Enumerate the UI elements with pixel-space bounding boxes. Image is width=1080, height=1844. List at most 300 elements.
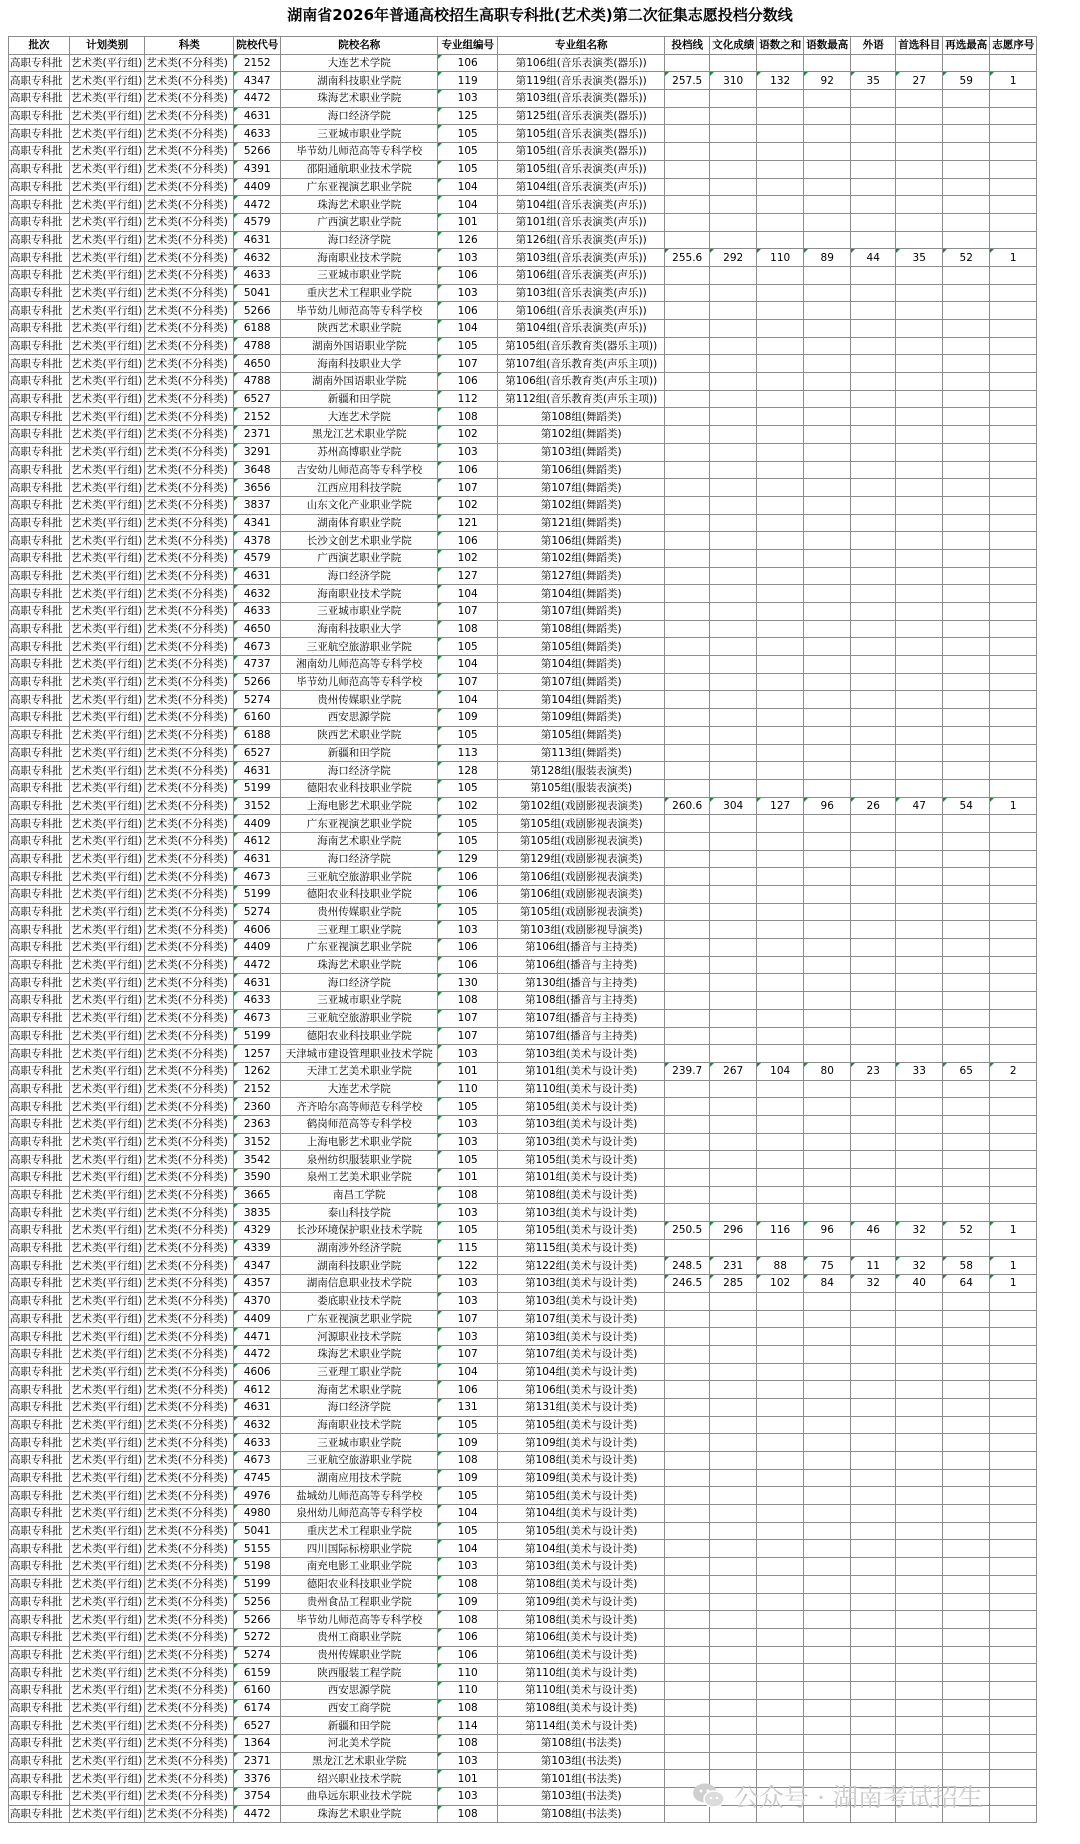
group-code-cell: 105 (438, 1098, 498, 1116)
batch-cell: 高职专科批 (9, 1699, 70, 1717)
category-cell: 艺术类(不分科类) (145, 249, 234, 267)
table-row (9, 1699, 1037, 1717)
group-code-cell: 105 (438, 143, 498, 161)
culture-score-cell: 292 (710, 249, 757, 267)
second-max-cell (943, 1452, 990, 1470)
plan-cell: 艺术类(平行组) (70, 426, 145, 444)
school-name-cell: 毕节幼儿师范高等专科学校 (281, 302, 438, 320)
group-code-cell: 107 (438, 603, 498, 621)
foreign-language-cell (851, 585, 896, 603)
category-cell: 艺术类(不分科类) (145, 815, 234, 833)
group-code-cell: 103 (438, 921, 498, 939)
preference-order-cell (990, 585, 1037, 603)
second-max-cell (943, 549, 990, 567)
culture-score-cell (710, 1363, 757, 1381)
foreign-language-cell (851, 1186, 896, 1204)
score-table (8, 36, 1037, 1823)
preference-order-cell: 2 (990, 1062, 1037, 1080)
school-code-cell: 5274 (234, 903, 281, 921)
cutoff-score-cell (665, 532, 710, 550)
chinese-math-sum-cell (757, 868, 804, 886)
foreign-language-cell (851, 1115, 896, 1133)
school-code-cell: 5199 (234, 1027, 281, 1045)
group-name-cell: 第103组(戏剧影视导演类) (498, 921, 665, 939)
chinese-math-sum-cell (757, 1045, 804, 1063)
school-name-cell: 广东亚视演艺职业学院 (281, 815, 438, 833)
cutoff-score-cell (665, 1558, 710, 1576)
category-cell: 艺术类(不分科类) (145, 1275, 234, 1293)
school-name-cell: 广西演艺职业学院 (281, 213, 438, 231)
table-row (9, 1717, 1037, 1735)
group-code-cell: 106 (438, 373, 498, 391)
table-row (9, 496, 1037, 514)
cutoff-score-cell (665, 1328, 710, 1346)
first-subject-cell (896, 832, 943, 850)
cutoff-score-cell (665, 1664, 710, 1682)
cutoff-score-cell (665, 815, 710, 833)
group-name-cell: 第101组(音乐表演类(声乐)) (498, 213, 665, 231)
table-row (9, 1522, 1037, 1540)
category-cell: 艺术类(不分科类) (145, 1505, 234, 1523)
table-row (9, 1275, 1037, 1293)
first-subject-cell (896, 1115, 943, 1133)
foreign-language-cell (851, 1717, 896, 1735)
category-cell: 艺术类(不分科类) (145, 1062, 234, 1080)
culture-score-cell (710, 762, 757, 780)
chinese-math-max-cell: 96 (804, 1222, 851, 1240)
category-cell: 艺术类(不分科类) (145, 1345, 234, 1363)
culture-score-cell (710, 461, 757, 479)
group-name-cell: 第106组(音乐表演类(器乐)) (498, 54, 665, 72)
chinese-math-max-cell (804, 1345, 851, 1363)
culture-score-cell (710, 939, 757, 957)
second-max-cell (943, 744, 990, 762)
table-row (9, 1222, 1037, 1240)
chinese-math-max-cell (804, 567, 851, 585)
plan-cell: 艺术类(平行组) (70, 1045, 145, 1063)
batch-cell: 高职专科批 (9, 903, 70, 921)
first-subject-cell (896, 1292, 943, 1310)
chinese-math-sum-cell (757, 337, 804, 355)
col-header: 投档线 (665, 37, 710, 55)
preference-order-cell (990, 1699, 1037, 1717)
chinese-math-max-cell (804, 1540, 851, 1558)
preference-order-cell (990, 691, 1037, 709)
group-name-cell: 第105组(美术与设计类) (498, 1151, 665, 1169)
chinese-math-sum-cell (757, 1699, 804, 1717)
chinese-math-max-cell (804, 1239, 851, 1257)
category-cell: 艺术类(不分科类) (145, 196, 234, 214)
batch-cell: 高职专科批 (9, 992, 70, 1010)
chinese-math-sum-cell (757, 709, 804, 727)
school-code-cell: 3590 (234, 1169, 281, 1187)
batch-cell: 高职专科批 (9, 779, 70, 797)
category-cell: 艺术类(不分科类) (145, 178, 234, 196)
cutoff-score-cell (665, 1009, 710, 1027)
cutoff-score-cell (665, 762, 710, 780)
category-cell: 艺术类(不分科类) (145, 1328, 234, 1346)
table-row (9, 532, 1037, 550)
plan-cell: 艺术类(平行组) (70, 125, 145, 143)
plan-cell: 艺术类(平行组) (70, 1151, 145, 1169)
cutoff-score-cell (665, 496, 710, 514)
culture-score-cell (710, 302, 757, 320)
school-name-cell: 曲阜远东职业技术学院 (281, 1788, 438, 1806)
category-cell: 艺术类(不分科类) (145, 797, 234, 815)
cutoff-score-cell (665, 1080, 710, 1098)
foreign-language-cell (851, 762, 896, 780)
foreign-language-cell: 32 (851, 1275, 896, 1293)
preference-order-cell (990, 656, 1037, 674)
group-code-cell: 106 (438, 1646, 498, 1664)
preference-order-cell (990, 1805, 1037, 1823)
plan-cell: 艺术类(平行组) (70, 992, 145, 1010)
category-cell: 艺术类(不分科类) (145, 1169, 234, 1187)
first-subject-cell (896, 1540, 943, 1558)
batch-cell: 高职专科批 (9, 249, 70, 267)
table-row (9, 620, 1037, 638)
table-row (9, 709, 1037, 727)
plan-cell: 艺术类(平行组) (70, 355, 145, 373)
second-max-cell (943, 1487, 990, 1505)
group-name-cell: 第104组(舞蹈类) (498, 691, 665, 709)
first-subject-cell (896, 373, 943, 391)
group-name-cell: 第106组(戏剧影视表演类) (498, 868, 665, 886)
foreign-language-cell (851, 992, 896, 1010)
culture-score-cell (710, 1009, 757, 1027)
batch-cell: 高职专科批 (9, 673, 70, 691)
category-cell: 艺术类(不分科类) (145, 921, 234, 939)
school-name-cell: 四川国际标榜职业学院 (281, 1540, 438, 1558)
second-max-cell (943, 1628, 990, 1646)
group-name-cell: 第109组(美术与设计类) (498, 1434, 665, 1452)
culture-score-cell (710, 1169, 757, 1187)
category-cell: 艺术类(不分科类) (145, 567, 234, 585)
chinese-math-max-cell (804, 479, 851, 497)
plan-cell: 艺术类(平行组) (70, 673, 145, 691)
group-name-cell: 第101组(美术与设计类) (498, 1169, 665, 1187)
cutoff-score-cell (665, 390, 710, 408)
chinese-math-max-cell (804, 1646, 851, 1664)
cutoff-score-cell (665, 1540, 710, 1558)
school-code-cell: 4745 (234, 1469, 281, 1487)
table-row (9, 125, 1037, 143)
group-code-cell: 108 (438, 1735, 498, 1753)
table-row (9, 72, 1037, 90)
first-subject-cell (896, 939, 943, 957)
category-cell: 艺术类(不分科类) (145, 1628, 234, 1646)
foreign-language-cell (851, 921, 896, 939)
table-row (9, 549, 1037, 567)
group-code-cell: 103 (438, 1133, 498, 1151)
first-subject-cell (896, 355, 943, 373)
culture-score-cell (710, 1628, 757, 1646)
batch-cell: 高职专科批 (9, 390, 70, 408)
plan-cell: 艺术类(平行组) (70, 302, 145, 320)
culture-score-cell (710, 1664, 757, 1682)
preference-order-cell (990, 426, 1037, 444)
batch-cell: 高职专科批 (9, 1452, 70, 1470)
preference-order-cell: 1 (990, 1275, 1037, 1293)
category-cell: 艺术类(不分科类) (145, 603, 234, 621)
category-cell: 艺术类(不分科类) (145, 125, 234, 143)
group-name-cell: 第106组(美术与设计类) (498, 1381, 665, 1399)
chinese-math-max-cell (804, 107, 851, 125)
plan-cell: 艺术类(平行组) (70, 638, 145, 656)
group-code-cell: 108 (438, 992, 498, 1010)
chinese-math-max-cell (804, 443, 851, 461)
category-cell: 艺术类(不分科类) (145, 1257, 234, 1275)
category-cell: 艺术类(不分科类) (145, 850, 234, 868)
foreign-language-cell (851, 673, 896, 691)
school-name-cell: 德阳农业科技职业学院 (281, 1575, 438, 1593)
group-code-cell: 108 (438, 408, 498, 426)
school-name-cell: 上海电影艺术职业学院 (281, 797, 438, 815)
col-header: 语数最高 (804, 37, 851, 55)
batch-cell: 高职专科批 (9, 1434, 70, 1452)
group-code-cell: 102 (438, 426, 498, 444)
school-name-cell: 毕节幼儿师范高等专科学校 (281, 673, 438, 691)
culture-score-cell (710, 1575, 757, 1593)
group-name-cell: 第106组(美术与设计类) (498, 1646, 665, 1664)
school-name-cell: 海口经济学院 (281, 1398, 438, 1416)
culture-score-cell (710, 956, 757, 974)
preference-order-cell (990, 1469, 1037, 1487)
first-subject-cell (896, 691, 943, 709)
table-row (9, 1098, 1037, 1116)
cutoff-score-cell (665, 143, 710, 161)
chinese-math-sum-cell (757, 125, 804, 143)
first-subject-cell (896, 992, 943, 1010)
chinese-math-max-cell (804, 992, 851, 1010)
first-subject-cell (896, 779, 943, 797)
group-name-cell: 第103组(书法类) (498, 1752, 665, 1770)
category-cell: 艺术类(不分科类) (145, 1664, 234, 1682)
plan-cell: 艺术类(平行组) (70, 1363, 145, 1381)
chinese-math-sum-cell (757, 1398, 804, 1416)
foreign-language-cell (851, 1151, 896, 1169)
table-row (9, 1186, 1037, 1204)
school-code-cell: 4633 (234, 603, 281, 621)
cutoff-score-cell (665, 1752, 710, 1770)
culture-score-cell (710, 1345, 757, 1363)
category-cell: 艺术类(不分科类) (145, 1681, 234, 1699)
first-subject-cell (896, 815, 943, 833)
group-name-cell: 第105组(美术与设计类) (498, 1487, 665, 1505)
group-name-cell: 第107组(美术与设计类) (498, 1345, 665, 1363)
batch-cell: 高职专科批 (9, 549, 70, 567)
second-max-cell (943, 514, 990, 532)
culture-score-cell (710, 974, 757, 992)
plan-cell: 艺术类(平行组) (70, 284, 145, 302)
second-max-cell (943, 143, 990, 161)
plan-cell: 艺术类(平行组) (70, 1204, 145, 1222)
second-max-cell: 54 (943, 797, 990, 815)
school-code-cell: 4341 (234, 514, 281, 532)
culture-score-cell: 231 (710, 1257, 757, 1275)
first-subject-cell (896, 1664, 943, 1682)
category-cell: 艺术类(不分科类) (145, 1752, 234, 1770)
plan-cell: 艺术类(平行组) (70, 1611, 145, 1629)
school-code-cell: 2363 (234, 1115, 281, 1133)
batch-cell: 高职专科批 (9, 72, 70, 90)
chinese-math-sum-cell (757, 1558, 804, 1576)
table-body (9, 54, 1037, 1823)
table-row (9, 1611, 1037, 1629)
cutoff-score-cell (665, 603, 710, 621)
preference-order-cell: 1 (990, 797, 1037, 815)
preference-order-cell (990, 1628, 1037, 1646)
school-name-cell: 湖南涉外经济学院 (281, 1239, 438, 1257)
foreign-language-cell (851, 337, 896, 355)
school-code-cell: 4579 (234, 549, 281, 567)
table-row (9, 921, 1037, 939)
cutoff-score-cell (665, 974, 710, 992)
group-code-cell: 103 (438, 443, 498, 461)
chinese-math-sum-cell: 88 (757, 1257, 804, 1275)
culture-score-cell (710, 691, 757, 709)
table-row (9, 726, 1037, 744)
batch-cell: 高职专科批 (9, 160, 70, 178)
chinese-math-max-cell (804, 1452, 851, 1470)
second-max-cell (943, 567, 990, 585)
batch-cell: 高职专科批 (9, 1133, 70, 1151)
preference-order-cell (990, 1115, 1037, 1133)
cutoff-score-cell (665, 266, 710, 284)
cutoff-score-cell (665, 1292, 710, 1310)
preference-order-cell (990, 832, 1037, 850)
cutoff-score-cell (665, 779, 710, 797)
chinese-math-max-cell (804, 1575, 851, 1593)
table-row (9, 1345, 1037, 1363)
preference-order-cell (990, 284, 1037, 302)
chinese-math-max-cell (804, 514, 851, 532)
school-name-cell: 三亚城市职业学院 (281, 125, 438, 143)
school-code-cell: 4631 (234, 231, 281, 249)
school-name-cell: 贵州食品工程职业学院 (281, 1593, 438, 1611)
first-subject-cell (896, 196, 943, 214)
group-name-cell: 第106组(音乐教育类(声乐主项)) (498, 373, 665, 391)
batch-cell: 高职专科批 (9, 1062, 70, 1080)
chinese-math-max-cell (804, 178, 851, 196)
group-code-cell: 104 (438, 1363, 498, 1381)
chinese-math-max-cell (804, 302, 851, 320)
group-code-cell: 107 (438, 1310, 498, 1328)
group-name-cell: 第106组(音乐表演类(声乐)) (498, 302, 665, 320)
group-name-cell: 第102组(戏剧影视表演类) (498, 797, 665, 815)
group-name-cell: 第103组(美术与设计类) (498, 1045, 665, 1063)
group-code-cell: 122 (438, 1257, 498, 1275)
table-row (9, 514, 1037, 532)
category-cell: 艺术类(不分科类) (145, 143, 234, 161)
chinese-math-max-cell (804, 709, 851, 727)
batch-cell: 高职专科批 (9, 1646, 70, 1664)
foreign-language-cell (851, 1628, 896, 1646)
table-row (9, 1080, 1037, 1098)
table-row (9, 1169, 1037, 1187)
group-code-cell: 108 (438, 1452, 498, 1470)
foreign-language-cell (851, 1522, 896, 1540)
group-code-cell: 108 (438, 1186, 498, 1204)
group-code-cell: 107 (438, 1027, 498, 1045)
first-subject-cell (896, 532, 943, 550)
school-name-cell: 大连艺术学院 (281, 408, 438, 426)
school-name-cell: 珠海艺术职业学院 (281, 196, 438, 214)
table-row (9, 815, 1037, 833)
col-header: 专业组编号 (438, 37, 498, 55)
batch-cell: 高职专科批 (9, 1381, 70, 1399)
second-max-cell (943, 1681, 990, 1699)
preference-order-cell (990, 1717, 1037, 1735)
school-code-cell: 2152 (234, 408, 281, 426)
group-name-cell: 第103组(舞蹈类) (498, 443, 665, 461)
preference-order-cell (990, 815, 1037, 833)
school-code-cell: 4633 (234, 266, 281, 284)
group-code-cell: 105 (438, 160, 498, 178)
batch-cell: 高职专科批 (9, 1805, 70, 1823)
group-name-cell: 第107组(舞蹈类) (498, 673, 665, 691)
plan-cell: 艺术类(平行组) (70, 1080, 145, 1098)
group-name-cell: 第103组(美术与设计类) (498, 1115, 665, 1133)
group-code-cell: 129 (438, 850, 498, 868)
chinese-math-max-cell: 92 (804, 72, 851, 90)
group-code-cell: 106 (438, 461, 498, 479)
chinese-math-max-cell (804, 921, 851, 939)
first-subject-cell (896, 1522, 943, 1540)
culture-score-cell (710, 1699, 757, 1717)
plan-cell: 艺术类(平行组) (70, 107, 145, 125)
preference-order-cell (990, 1575, 1037, 1593)
second-max-cell (943, 1239, 990, 1257)
foreign-language-cell (851, 779, 896, 797)
school-name-cell: 三亚航空旅游职业学院 (281, 868, 438, 886)
chinese-math-max-cell (804, 1133, 851, 1151)
chinese-math-max-cell (804, 691, 851, 709)
plan-cell: 艺术类(平行组) (70, 656, 145, 674)
first-subject-cell (896, 744, 943, 762)
foreign-language-cell (851, 1699, 896, 1717)
school-code-cell: 4631 (234, 762, 281, 780)
preference-order-cell (990, 921, 1037, 939)
batch-cell: 高职专科批 (9, 762, 70, 780)
preference-order-cell (990, 1186, 1037, 1204)
chinese-math-sum-cell (757, 426, 804, 444)
first-subject-cell (896, 1558, 943, 1576)
first-subject-cell: 40 (896, 1275, 943, 1293)
school-code-cell: 4673 (234, 868, 281, 886)
second-max-cell (943, 656, 990, 674)
school-name-cell: 天津城市建设管理职业技术学院 (281, 1045, 438, 1063)
second-max-cell (943, 196, 990, 214)
table-row (9, 691, 1037, 709)
foreign-language-cell (851, 886, 896, 904)
school-name-cell: 三亚城市职业学院 (281, 992, 438, 1010)
cutoff-score-cell (665, 567, 710, 585)
school-code-cell: 4631 (234, 974, 281, 992)
chinese-math-sum-cell (757, 355, 804, 373)
category-cell: 艺术类(不分科类) (145, 1363, 234, 1381)
second-max-cell (943, 585, 990, 603)
batch-cell: 高职专科批 (9, 1416, 70, 1434)
plan-cell: 艺术类(平行组) (70, 496, 145, 514)
foreign-language-cell (851, 284, 896, 302)
culture-score-cell (710, 337, 757, 355)
chinese-math-sum-cell (757, 1328, 804, 1346)
first-subject-cell (896, 921, 943, 939)
second-max-cell (943, 992, 990, 1010)
second-max-cell: 65 (943, 1062, 990, 1080)
second-max-cell (943, 1469, 990, 1487)
